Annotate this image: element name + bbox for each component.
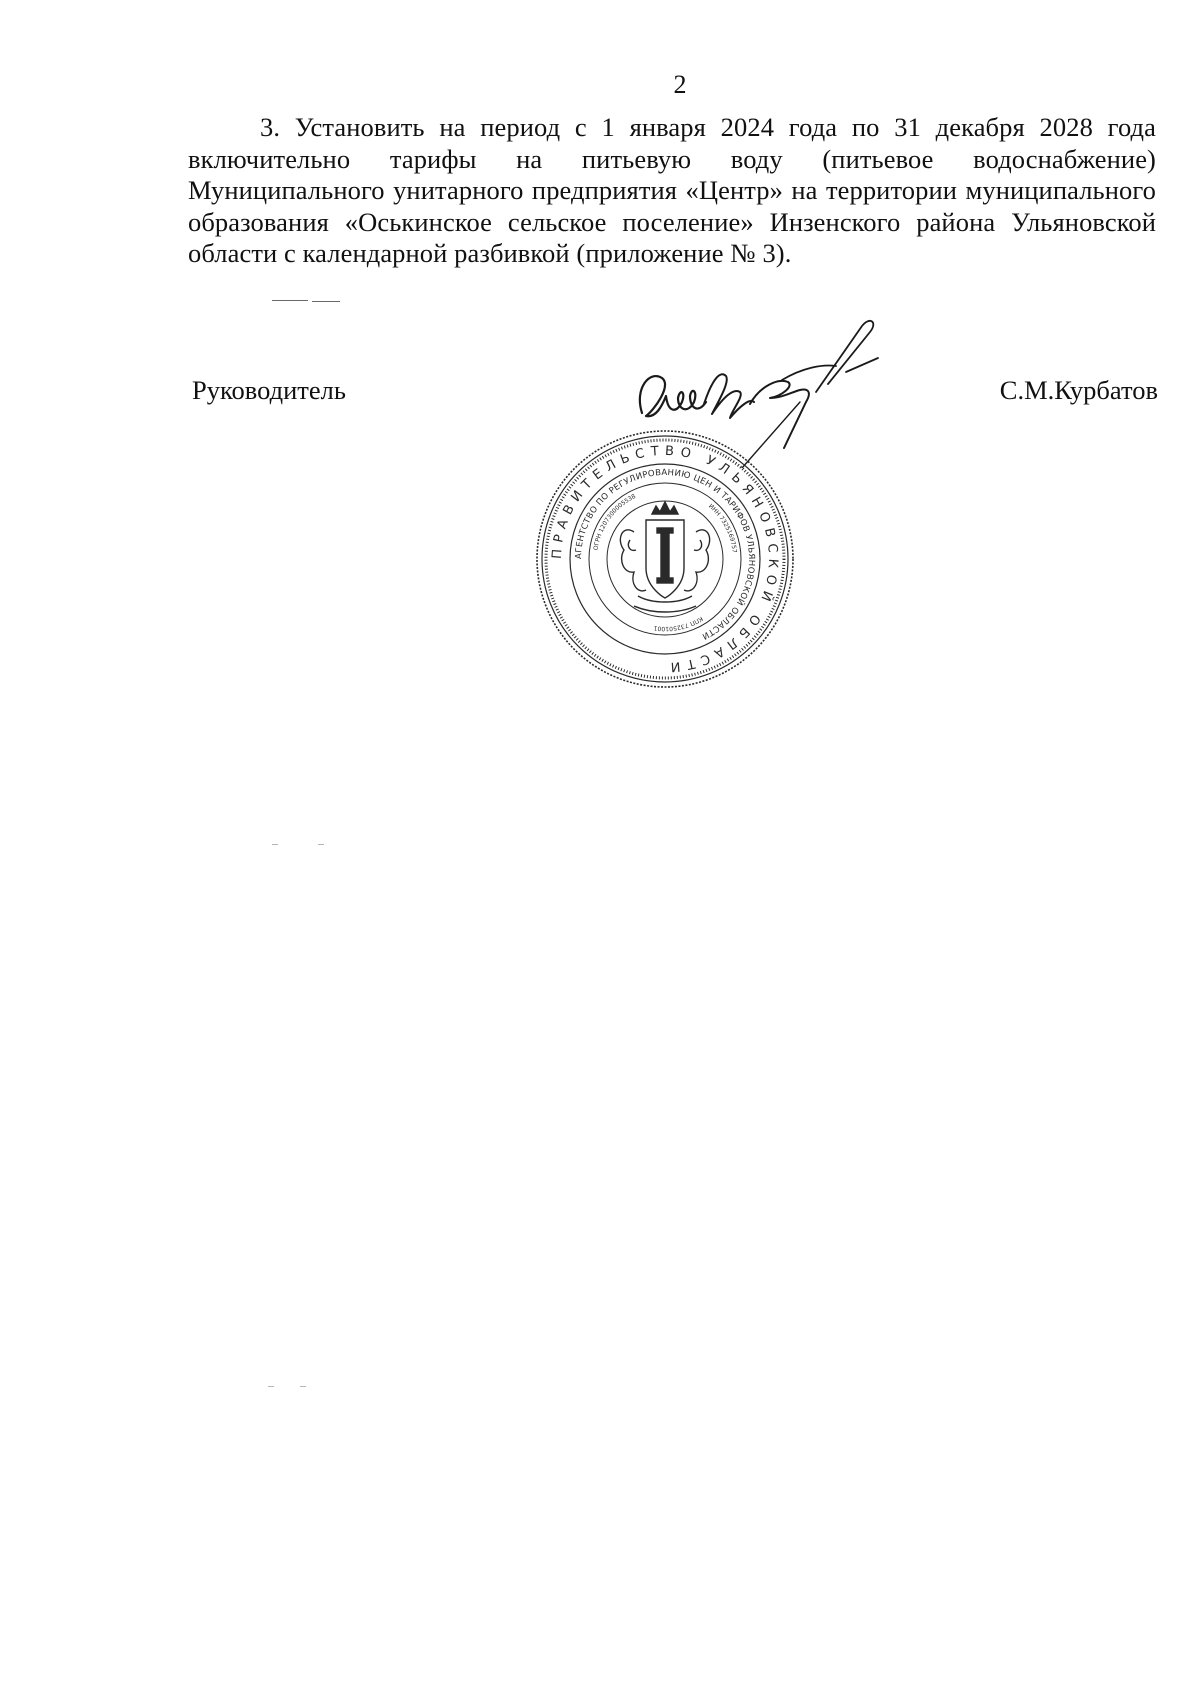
signer-name: С.М.Курбатов bbox=[999, 375, 1158, 405]
body-paragraph: 3. Установить на период с 1 января 2024 года по 31 декабря 2028 года включительно тарифы на питьевую воду (питьевое водоснабжение) Муниципального унитарного предприятия «Центр» на территории муниципального образования «Оськинское сельское поселение» Инзенского района Ульяновской области с календарной разбивкой (приложение № 3). bbox=[188, 112, 1156, 268]
scan-speck bbox=[318, 844, 324, 845]
scan-speck bbox=[268, 1386, 274, 1387]
seal-kpp: КПП 732501001 bbox=[653, 614, 704, 633]
official-seal bbox=[534, 428, 796, 690]
coat-of-arms-icon bbox=[620, 502, 709, 612]
scan-speck bbox=[272, 844, 278, 845]
signer-title: Руководитель bbox=[192, 375, 346, 405]
page-number: 2 bbox=[673, 70, 687, 99]
seal-inn: ИНН 7325169757 bbox=[707, 502, 738, 554]
seal-outer-text: ПРАВИТЕЛЬСТВО УЛЬЯНОВСКОЙ ОБЛАСТИ bbox=[549, 443, 781, 675]
seal-inner-text: АГЕНТСТВО ПО РЕГУЛИРОВАНИЮ ЦЕН И ТАРИФОВ УЛЬЯНОВСКОЙ ОБЛАСТИ bbox=[573, 467, 757, 642]
scan-speck bbox=[300, 1386, 306, 1387]
seal-ogrn: ОГРН 1207300005538 bbox=[592, 492, 637, 551]
scan-mark bbox=[272, 300, 340, 302]
